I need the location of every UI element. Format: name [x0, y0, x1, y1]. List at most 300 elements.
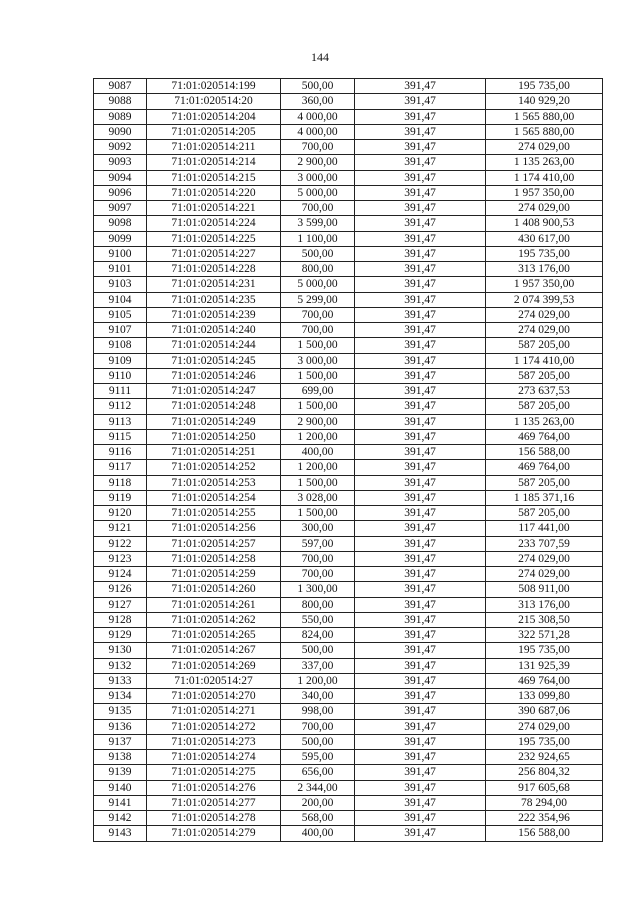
cadastral-number-cell: 71:01:020514:267 [147, 643, 281, 658]
table-row [94, 719, 603, 734]
table-row [94, 292, 603, 307]
cadastral-number-cell: 71:01:020514:225 [147, 231, 281, 246]
table-row [94, 109, 603, 124]
row-number-cell: 9088 [94, 94, 147, 109]
value-cell: 274 029,00 [486, 323, 603, 338]
rate-cell: 391,47 [355, 689, 486, 704]
row-number-cell: 9118 [94, 475, 147, 490]
area-cell: 700,00 [281, 551, 355, 566]
table-row [94, 490, 603, 505]
value-cell: 2 074 399,53 [486, 292, 603, 307]
table-row [94, 445, 603, 460]
rate-cell: 391,47 [355, 658, 486, 673]
rate-cell: 391,47 [355, 384, 486, 399]
rate-cell: 391,47 [355, 399, 486, 414]
area-cell: 500,00 [281, 734, 355, 749]
cadastral-number-cell: 71:01:020514:239 [147, 307, 281, 322]
row-number-cell: 9140 [94, 780, 147, 795]
table-row [94, 551, 603, 566]
cadastral-number-cell: 71:01:020514:259 [147, 567, 281, 582]
rate-cell: 391,47 [355, 353, 486, 368]
table-row [94, 140, 603, 155]
rate-cell: 391,47 [355, 338, 486, 353]
rate-cell: 391,47 [355, 124, 486, 139]
row-number-cell: 9092 [94, 140, 147, 155]
value-cell: 508 911,00 [486, 582, 603, 597]
cadastral-number-cell: 71:01:020514:247 [147, 384, 281, 399]
table-row [94, 673, 603, 688]
table-row [94, 765, 603, 780]
cadastral-number-cell: 71:01:020514:211 [147, 140, 281, 155]
rate-cell: 391,47 [355, 109, 486, 124]
cadastral-number-cell: 71:01:020514:258 [147, 551, 281, 566]
row-number-cell: 9107 [94, 323, 147, 338]
area-cell: 1 500,00 [281, 506, 355, 521]
area-cell: 595,00 [281, 750, 355, 765]
row-number-cell: 9129 [94, 628, 147, 643]
row-number-cell: 9090 [94, 124, 147, 139]
rate-cell: 391,47 [355, 765, 486, 780]
table-row [94, 94, 603, 109]
table-row [94, 795, 603, 810]
table-row [94, 689, 603, 704]
row-number-cell: 9087 [94, 79, 147, 94]
value-cell: 274 029,00 [486, 140, 603, 155]
value-cell: 140 929,20 [486, 94, 603, 109]
area-cell: 2 900,00 [281, 155, 355, 170]
value-cell: 322 571,28 [486, 628, 603, 643]
area-cell: 700,00 [281, 719, 355, 734]
value-cell: 469 764,00 [486, 429, 603, 444]
rate-cell: 391,47 [355, 445, 486, 460]
cadastral-number-cell: 71:01:020514:248 [147, 399, 281, 414]
cadastral-number-cell: 71:01:020514:221 [147, 201, 281, 216]
cadastral-number-cell: 71:01:020514:228 [147, 262, 281, 277]
area-cell: 998,00 [281, 704, 355, 719]
row-number-cell: 9119 [94, 490, 147, 505]
row-number-cell: 9122 [94, 536, 147, 551]
area-cell: 5 000,00 [281, 185, 355, 200]
row-number-cell: 9104 [94, 292, 147, 307]
area-cell: 2 344,00 [281, 780, 355, 795]
value-cell: 232 924,65 [486, 750, 603, 765]
area-cell: 340,00 [281, 689, 355, 704]
rate-cell: 391,47 [355, 490, 486, 505]
row-number-cell: 9089 [94, 109, 147, 124]
cadastral-number-cell: 71:01:020514:235 [147, 292, 281, 307]
row-number-cell: 9109 [94, 353, 147, 368]
rate-cell: 391,47 [355, 719, 486, 734]
table-row [94, 277, 603, 292]
row-number-cell: 9128 [94, 612, 147, 627]
row-number-cell: 9116 [94, 445, 147, 460]
value-cell: 313 176,00 [486, 262, 603, 277]
rate-cell: 391,47 [355, 170, 486, 185]
cadastral-number-cell: 71:01:020514:257 [147, 536, 281, 551]
area-cell: 597,00 [281, 536, 355, 551]
value-cell: 430 617,00 [486, 231, 603, 246]
area-cell: 1 500,00 [281, 475, 355, 490]
rate-cell: 391,47 [355, 231, 486, 246]
cadastral-number-cell: 71:01:020514:20 [147, 94, 281, 109]
rate-cell: 391,47 [355, 79, 486, 94]
row-number-cell: 9121 [94, 521, 147, 536]
cadastral-number-cell: 71:01:020514:275 [147, 765, 281, 780]
rate-cell: 391,47 [355, 277, 486, 292]
table-row [94, 506, 603, 521]
area-cell: 500,00 [281, 246, 355, 261]
row-number-cell: 9101 [94, 262, 147, 277]
row-number-cell: 9139 [94, 765, 147, 780]
rate-cell: 391,47 [355, 94, 486, 109]
cadastral-number-cell: 71:01:020514:244 [147, 338, 281, 353]
area-cell: 300,00 [281, 521, 355, 536]
cadastral-number-cell: 71:01:020514:224 [147, 216, 281, 231]
cadastral-number-cell: 71:01:020514:231 [147, 277, 281, 292]
area-cell: 337,00 [281, 658, 355, 673]
value-cell: 1 174 410,00 [486, 170, 603, 185]
area-cell: 1 500,00 [281, 399, 355, 414]
page-number: 144 [311, 50, 329, 64]
table-row [94, 185, 603, 200]
table-row [94, 811, 603, 826]
cadastral-number-cell: 71:01:020514:278 [147, 811, 281, 826]
area-cell: 400,00 [281, 826, 355, 841]
area-cell: 700,00 [281, 323, 355, 338]
table-row [94, 612, 603, 627]
row-number-cell: 9133 [94, 673, 147, 688]
table-row [94, 170, 603, 185]
value-cell: 195 735,00 [486, 734, 603, 749]
area-cell: 1 200,00 [281, 460, 355, 475]
cadastral-number-cell: 71:01:020514:199 [147, 79, 281, 94]
value-cell: 587 205,00 [486, 338, 603, 353]
rate-cell: 391,47 [355, 536, 486, 551]
rate-cell: 391,47 [355, 216, 486, 231]
row-number-cell: 9123 [94, 551, 147, 566]
table-row [94, 399, 603, 414]
rate-cell: 391,47 [355, 140, 486, 155]
table-row [94, 246, 603, 261]
cadastral-number-cell: 71:01:020514:214 [147, 155, 281, 170]
area-cell: 1 200,00 [281, 429, 355, 444]
area-cell: 500,00 [281, 79, 355, 94]
rate-cell: 391,47 [355, 246, 486, 261]
value-cell: 587 205,00 [486, 475, 603, 490]
rate-cell: 391,47 [355, 811, 486, 826]
value-cell: 1 408 900,53 [486, 216, 603, 231]
value-cell: 917 605,68 [486, 780, 603, 795]
area-cell: 5 000,00 [281, 277, 355, 292]
cadastral-number-cell: 71:01:020514:254 [147, 490, 281, 505]
cadastral-number-cell: 71:01:020514:279 [147, 826, 281, 841]
land-plot-table [93, 78, 603, 842]
value-cell: 195 735,00 [486, 643, 603, 658]
table-row [94, 704, 603, 719]
table-row [94, 643, 603, 658]
table-row [94, 658, 603, 673]
row-number-cell: 9126 [94, 582, 147, 597]
value-cell: 274 029,00 [486, 719, 603, 734]
cadastral-number-cell: 71:01:020514:253 [147, 475, 281, 490]
value-cell: 1 174 410,00 [486, 353, 603, 368]
table-row [94, 734, 603, 749]
table-row [94, 155, 603, 170]
value-cell: 1 957 350,00 [486, 185, 603, 200]
value-cell: 313 176,00 [486, 597, 603, 612]
cadastral-number-cell: 71:01:020514:251 [147, 445, 281, 460]
row-number-cell: 9103 [94, 277, 147, 292]
value-cell: 587 205,00 [486, 506, 603, 521]
row-number-cell: 9105 [94, 307, 147, 322]
table-row [94, 216, 603, 231]
rate-cell: 391,47 [355, 567, 486, 582]
table-row [94, 338, 603, 353]
table-row [94, 628, 603, 643]
table-row [94, 414, 603, 429]
table-row [94, 521, 603, 536]
area-cell: 5 299,00 [281, 292, 355, 307]
value-cell: 222 354,96 [486, 811, 603, 826]
value-cell: 469 764,00 [486, 460, 603, 475]
value-cell: 1 135 263,00 [486, 155, 603, 170]
value-cell: 273 637,53 [486, 384, 603, 399]
rate-cell: 391,47 [355, 185, 486, 200]
cadastral-number-cell: 71:01:020514:204 [147, 109, 281, 124]
table-row [94, 780, 603, 795]
value-cell: 274 029,00 [486, 307, 603, 322]
area-cell: 800,00 [281, 597, 355, 612]
rate-cell: 391,47 [355, 795, 486, 810]
rate-cell: 391,47 [355, 628, 486, 643]
row-number-cell: 9127 [94, 597, 147, 612]
row-number-cell: 9142 [94, 811, 147, 826]
table-row [94, 368, 603, 383]
value-cell: 274 029,00 [486, 201, 603, 216]
table-row [94, 201, 603, 216]
rate-cell: 391,47 [355, 475, 486, 490]
table-row [94, 262, 603, 277]
table-row [94, 750, 603, 765]
value-cell: 469 764,00 [486, 673, 603, 688]
value-cell: 195 735,00 [486, 79, 603, 94]
table-row [94, 536, 603, 551]
area-cell: 4 000,00 [281, 109, 355, 124]
rate-cell: 391,47 [355, 551, 486, 566]
area-cell: 824,00 [281, 628, 355, 643]
row-number-cell: 9141 [94, 795, 147, 810]
cadastral-number-cell: 71:01:020514:215 [147, 170, 281, 185]
row-number-cell: 9110 [94, 368, 147, 383]
value-cell: 1 957 350,00 [486, 277, 603, 292]
cadastral-number-cell: 71:01:020514:245 [147, 353, 281, 368]
area-cell: 3 000,00 [281, 353, 355, 368]
area-cell: 3 599,00 [281, 216, 355, 231]
value-cell: 215 308,50 [486, 612, 603, 627]
table-row [94, 307, 603, 322]
area-cell: 1 200,00 [281, 673, 355, 688]
value-cell: 133 099,80 [486, 689, 603, 704]
rate-cell: 391,47 [355, 262, 486, 277]
row-number-cell: 9115 [94, 429, 147, 444]
cadastral-number-cell: 71:01:020514:276 [147, 780, 281, 795]
area-cell: 1 300,00 [281, 582, 355, 597]
rate-cell: 391,47 [355, 643, 486, 658]
row-number-cell: 9093 [94, 155, 147, 170]
area-cell: 200,00 [281, 795, 355, 810]
table-row [94, 460, 603, 475]
rate-cell: 391,47 [355, 460, 486, 475]
area-cell: 400,00 [281, 445, 355, 460]
cadastral-number-cell: 71:01:020514:227 [147, 246, 281, 261]
rate-cell: 391,47 [355, 201, 486, 216]
cadastral-number-cell: 71:01:020514:250 [147, 429, 281, 444]
row-number-cell: 9108 [94, 338, 147, 353]
cadastral-number-cell: 71:01:020514:249 [147, 414, 281, 429]
cadastral-number-cell: 71:01:020514:205 [147, 124, 281, 139]
row-number-cell: 9143 [94, 826, 147, 841]
row-number-cell: 9117 [94, 460, 147, 475]
area-cell: 700,00 [281, 201, 355, 216]
value-cell: 256 804,32 [486, 765, 603, 780]
table-row [94, 384, 603, 399]
row-number-cell: 9134 [94, 689, 147, 704]
value-cell: 117 441,00 [486, 521, 603, 536]
value-cell: 156 588,00 [486, 445, 603, 460]
rate-cell: 391,47 [355, 582, 486, 597]
area-cell: 360,00 [281, 94, 355, 109]
value-cell: 131 925,39 [486, 658, 603, 673]
value-cell: 195 735,00 [486, 246, 603, 261]
rate-cell: 391,47 [355, 323, 486, 338]
rate-cell: 391,47 [355, 826, 486, 841]
rate-cell: 391,47 [355, 704, 486, 719]
value-cell: 587 205,00 [486, 368, 603, 383]
row-number-cell: 9130 [94, 643, 147, 658]
cadastral-number-cell: 71:01:020514:240 [147, 323, 281, 338]
rate-cell: 391,47 [355, 292, 486, 307]
row-number-cell: 9135 [94, 704, 147, 719]
area-cell: 3 000,00 [281, 170, 355, 185]
area-cell: 550,00 [281, 612, 355, 627]
cadastral-number-cell: 71:01:020514:246 [147, 368, 281, 383]
row-number-cell: 9099 [94, 231, 147, 246]
table-body [94, 79, 603, 842]
cadastral-number-cell: 71:01:020514:220 [147, 185, 281, 200]
row-number-cell: 9096 [94, 185, 147, 200]
rate-cell: 391,47 [355, 368, 486, 383]
area-cell: 568,00 [281, 811, 355, 826]
rate-cell: 391,47 [355, 612, 486, 627]
row-number-cell: 9098 [94, 216, 147, 231]
cadastral-number-cell: 71:01:020514:252 [147, 460, 281, 475]
rate-cell: 391,47 [355, 673, 486, 688]
rate-cell: 391,47 [355, 429, 486, 444]
table-row [94, 79, 603, 94]
rate-cell: 391,47 [355, 506, 486, 521]
value-cell: 1 565 880,00 [486, 124, 603, 139]
rate-cell: 391,47 [355, 414, 486, 429]
area-cell: 1 500,00 [281, 338, 355, 353]
table-row [94, 475, 603, 490]
rate-cell: 391,47 [355, 597, 486, 612]
value-cell: 156 588,00 [486, 826, 603, 841]
cadastral-number-cell: 71:01:020514:271 [147, 704, 281, 719]
cadastral-number-cell: 71:01:020514:270 [147, 689, 281, 704]
area-cell: 500,00 [281, 643, 355, 658]
table-row [94, 124, 603, 139]
area-cell: 1 100,00 [281, 231, 355, 246]
row-number-cell: 9138 [94, 750, 147, 765]
rate-cell: 391,47 [355, 750, 486, 765]
table-row [94, 567, 603, 582]
value-cell: 274 029,00 [486, 551, 603, 566]
cadastral-number-cell: 71:01:020514:262 [147, 612, 281, 627]
table-row [94, 429, 603, 444]
area-cell: 800,00 [281, 262, 355, 277]
cadastral-number-cell: 71:01:020514:272 [147, 719, 281, 734]
value-cell: 233 707,59 [486, 536, 603, 551]
value-cell: 78 294,00 [486, 795, 603, 810]
cadastral-number-cell: 71:01:020514:260 [147, 582, 281, 597]
rate-cell: 391,47 [355, 155, 486, 170]
area-cell: 4 000,00 [281, 124, 355, 139]
value-cell: 587 205,00 [486, 399, 603, 414]
rate-cell: 391,47 [355, 780, 486, 795]
cadastral-number-cell: 71:01:020514:265 [147, 628, 281, 643]
cadastral-number-cell: 71:01:020514:27 [147, 673, 281, 688]
value-cell: 1 135 263,00 [486, 414, 603, 429]
cadastral-number-cell: 71:01:020514:274 [147, 750, 281, 765]
rate-cell: 391,47 [355, 734, 486, 749]
row-number-cell: 9100 [94, 246, 147, 261]
cadastral-number-cell: 71:01:020514:277 [147, 795, 281, 810]
value-cell: 390 687,06 [486, 704, 603, 719]
rate-cell: 391,47 [355, 521, 486, 536]
area-cell: 699,00 [281, 384, 355, 399]
table-row [94, 826, 603, 841]
cadastral-number-cell: 71:01:020514:261 [147, 597, 281, 612]
cadastral-number-cell: 71:01:020514:256 [147, 521, 281, 536]
table-row [94, 231, 603, 246]
table-row [94, 597, 603, 612]
value-cell: 1 565 880,00 [486, 109, 603, 124]
row-number-cell: 9094 [94, 170, 147, 185]
row-number-cell: 9113 [94, 414, 147, 429]
cadastral-number-cell: 71:01:020514:269 [147, 658, 281, 673]
value-cell: 1 185 371,16 [486, 490, 603, 505]
rate-cell: 391,47 [355, 307, 486, 322]
row-number-cell: 9112 [94, 399, 147, 414]
row-number-cell: 9136 [94, 719, 147, 734]
area-cell: 3 028,00 [281, 490, 355, 505]
cadastral-number-cell: 71:01:020514:255 [147, 506, 281, 521]
area-cell: 700,00 [281, 567, 355, 582]
row-number-cell: 9137 [94, 734, 147, 749]
row-number-cell: 9124 [94, 567, 147, 582]
value-cell: 274 029,00 [486, 567, 603, 582]
area-cell: 700,00 [281, 140, 355, 155]
area-cell: 656,00 [281, 765, 355, 780]
table-row [94, 582, 603, 597]
row-number-cell: 9097 [94, 201, 147, 216]
area-cell: 2 900,00 [281, 414, 355, 429]
row-number-cell: 9111 [94, 384, 147, 399]
table-row [94, 353, 603, 368]
table-row [94, 323, 603, 338]
row-number-cell: 9132 [94, 658, 147, 673]
area-cell: 700,00 [281, 307, 355, 322]
